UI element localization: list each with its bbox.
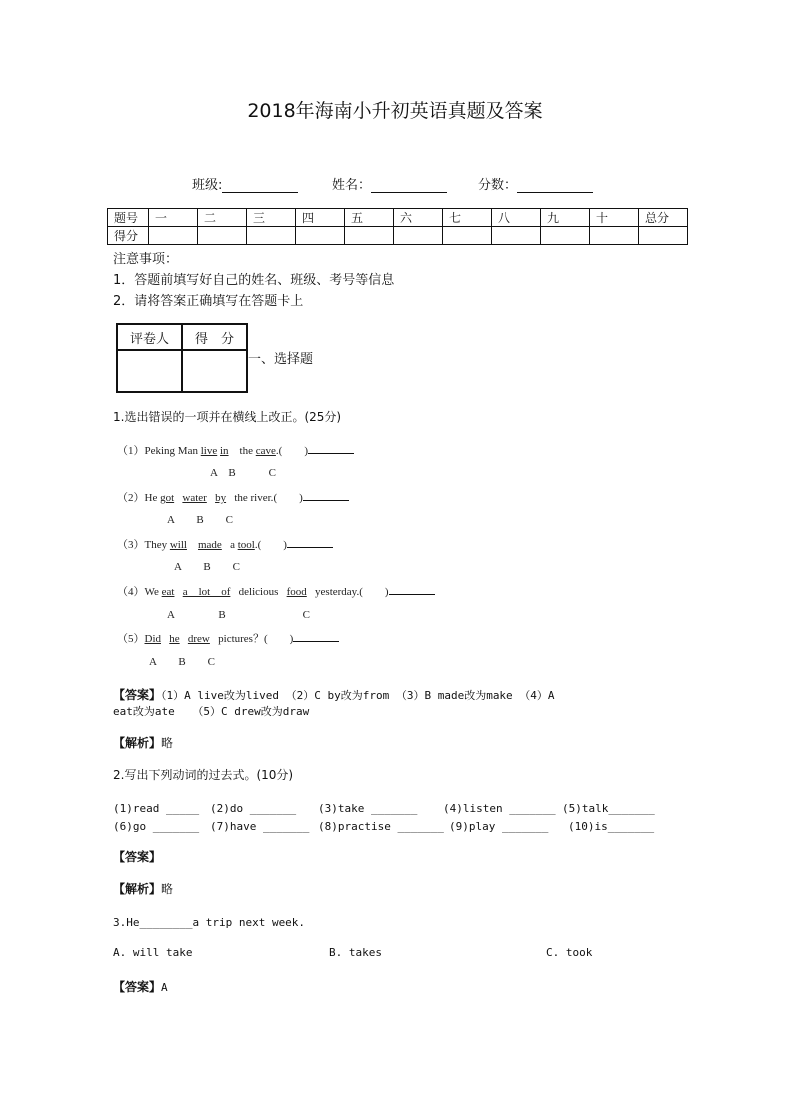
answer-text: A bbox=[161, 981, 168, 994]
answer-line[interactable] bbox=[293, 631, 339, 642]
option-b-word: water bbox=[182, 492, 207, 504]
answer-paren: .( ) bbox=[275, 445, 308, 457]
score-cell[interactable] bbox=[639, 227, 688, 245]
name-field bbox=[332, 174, 447, 193]
question-1-prompt: 1.选出错误的一项并在横线上改正。(25分) bbox=[113, 410, 342, 424]
score-header-cell: 八 bbox=[492, 209, 541, 227]
analysis-label: 【解析】 bbox=[113, 736, 162, 750]
q1-item-3 bbox=[117, 536, 333, 552]
option-a-word: got bbox=[160, 492, 175, 504]
answer-line[interactable] bbox=[303, 490, 349, 501]
score-cell[interactable] bbox=[541, 227, 590, 245]
q1-analysis bbox=[113, 734, 173, 751]
option-c-word: cave bbox=[255, 445, 276, 457]
score-table-header-row bbox=[108, 209, 688, 227]
option-c-word: tool bbox=[237, 539, 255, 551]
grader-label: 评卷人 bbox=[117, 324, 182, 350]
q2-analysis bbox=[113, 880, 173, 897]
score-cell[interactable] bbox=[492, 227, 541, 245]
word: pictures？( bbox=[218, 633, 268, 645]
analysis-text: 略 bbox=[161, 736, 174, 750]
score-cell[interactable] bbox=[149, 227, 198, 245]
option-a-word: Did bbox=[144, 633, 161, 645]
q1-item-5 bbox=[117, 630, 339, 646]
q1-item-2 bbox=[117, 489, 349, 505]
item-number: （5） bbox=[117, 633, 145, 645]
option-labels: A B C bbox=[167, 609, 311, 621]
grader-name-cell[interactable] bbox=[117, 350, 182, 392]
answer-line[interactable] bbox=[389, 584, 435, 595]
score-cell[interactable] bbox=[394, 227, 443, 245]
word: the river. bbox=[234, 492, 274, 504]
score-header-cell: 七 bbox=[443, 209, 492, 227]
answer-paren: ) bbox=[267, 633, 294, 645]
q1-item-1 bbox=[117, 442, 354, 458]
q1-item-4 bbox=[117, 583, 435, 599]
option-b-word: a lot of bbox=[182, 586, 231, 598]
score-header-cell: 二 bbox=[198, 209, 247, 227]
score-cell[interactable] bbox=[198, 227, 247, 245]
score-header-cell: 总分 bbox=[639, 209, 688, 227]
score-header-cell: 九 bbox=[541, 209, 590, 227]
answer-paren: yesterday.( ) bbox=[315, 586, 389, 598]
option-a-word: live bbox=[200, 445, 218, 457]
word: They bbox=[144, 539, 170, 551]
option-c-word: by bbox=[215, 492, 227, 504]
answer-text-cont: eat改为ate （5）C drew改为draw bbox=[113, 705, 310, 718]
page-title: 2018年海南小升初英语真题及答案 bbox=[247, 100, 543, 122]
option-a-word: will bbox=[169, 539, 187, 551]
score-header-cell: 三 bbox=[247, 209, 296, 227]
option-a[interactable]: A. will take bbox=[113, 946, 193, 959]
notes-heading: 注意事项： bbox=[113, 252, 179, 267]
score-header-cell: 题号 bbox=[108, 209, 149, 227]
class-field bbox=[192, 174, 298, 193]
verb-item[interactable]: (1)read _____ bbox=[113, 802, 200, 815]
word: delicious bbox=[238, 586, 279, 598]
word: the bbox=[239, 445, 256, 457]
q2-answer-label: 【答案】 bbox=[113, 850, 162, 864]
answer-paren: ( ) bbox=[273, 492, 303, 504]
word: Peking Man bbox=[144, 445, 201, 457]
verb-item[interactable]: (8)practise _______ bbox=[318, 820, 444, 833]
q1-answer bbox=[113, 684, 555, 703]
option-labels: A B C bbox=[210, 467, 277, 479]
score-field bbox=[478, 174, 593, 193]
question-3-prompt: 3.He________a trip next week. bbox=[113, 916, 306, 929]
score-header-cell: 五 bbox=[345, 209, 394, 227]
score-cell[interactable] bbox=[296, 227, 345, 245]
score-cell[interactable] bbox=[345, 227, 394, 245]
answer-label: 【答案】 bbox=[113, 980, 162, 994]
score-cell[interactable] bbox=[443, 227, 492, 245]
verb-item[interactable]: (4)listen _______ bbox=[443, 802, 556, 815]
score-table bbox=[107, 208, 688, 245]
class-label: 班级: bbox=[192, 178, 223, 193]
item-number: （1） bbox=[117, 445, 145, 457]
verb-item[interactable]: (5)talk_______ bbox=[562, 802, 655, 815]
word: a bbox=[230, 539, 238, 551]
verb-item[interactable]: (3)take _______ bbox=[318, 802, 418, 815]
score-blank[interactable] bbox=[517, 178, 593, 193]
score-cell[interactable] bbox=[247, 227, 296, 245]
q3-answer bbox=[113, 976, 168, 995]
grader-score-cell[interactable] bbox=[182, 350, 247, 392]
grader-table bbox=[116, 323, 248, 393]
item-number: （4） bbox=[117, 586, 145, 598]
option-b-word: he bbox=[169, 633, 180, 645]
verb-item[interactable]: (6)go _______ bbox=[113, 820, 200, 833]
score-header-cell: 六 bbox=[394, 209, 443, 227]
score-table-score-row bbox=[108, 227, 688, 245]
score-row-label: 得分 bbox=[108, 227, 149, 245]
analysis-text: 略 bbox=[161, 882, 174, 896]
option-labels: A B C bbox=[149, 656, 216, 668]
score-header-cell: 十 bbox=[590, 209, 639, 227]
answer-label: 【答案】 bbox=[113, 688, 162, 702]
section-heading: 一、选择题 bbox=[248, 352, 314, 367]
name-label: 姓名： bbox=[332, 178, 372, 193]
word: We bbox=[144, 586, 162, 598]
score-cell[interactable] bbox=[590, 227, 639, 245]
option-c-word: food bbox=[286, 586, 307, 598]
notes-item: 1．答题前填写好自己的姓名、班级、考号等信息 bbox=[113, 273, 395, 288]
verb-item[interactable]: (9)play _______ bbox=[449, 820, 549, 833]
question-2-prompt: 2.写出下列动词的过去式。(10分) bbox=[113, 768, 294, 782]
score-label: 分数： bbox=[478, 178, 518, 193]
answer-paren: .( ) bbox=[254, 539, 287, 551]
answer-line[interactable] bbox=[287, 537, 333, 548]
option-b-word: made bbox=[197, 539, 222, 551]
option-labels: A B C bbox=[167, 514, 234, 526]
analysis-label: 【解析】 bbox=[113, 882, 162, 896]
answer-text: （1）A live改为lived （2）C by改为from （3）B made改为make （4）A bbox=[161, 689, 555, 702]
notes-item: 2．请将答案正确填写在答题卡上 bbox=[113, 294, 304, 309]
answer-line[interactable] bbox=[308, 443, 354, 454]
option-a-word: eat bbox=[161, 586, 175, 598]
option-b[interactable]: B. takes bbox=[329, 946, 382, 959]
item-number: （3） bbox=[117, 539, 145, 551]
score-header-cell: 一 bbox=[149, 209, 198, 227]
option-b-word: in bbox=[219, 445, 229, 457]
word: He bbox=[144, 492, 161, 504]
verb-item[interactable]: (10)is_______ bbox=[568, 820, 655, 833]
option-labels: A B C bbox=[174, 561, 241, 573]
verb-item[interactable]: (2)do _______ bbox=[210, 802, 297, 815]
class-blank[interactable] bbox=[222, 178, 298, 193]
grader-score-label: 得 分 bbox=[182, 324, 247, 350]
option-c-word: drew bbox=[187, 633, 210, 645]
option-c[interactable]: C. took bbox=[546, 946, 593, 959]
score-header-cell: 四 bbox=[296, 209, 345, 227]
name-blank[interactable] bbox=[371, 178, 447, 193]
item-number: （2） bbox=[117, 492, 145, 504]
verb-item[interactable]: (7)have _______ bbox=[210, 820, 310, 833]
